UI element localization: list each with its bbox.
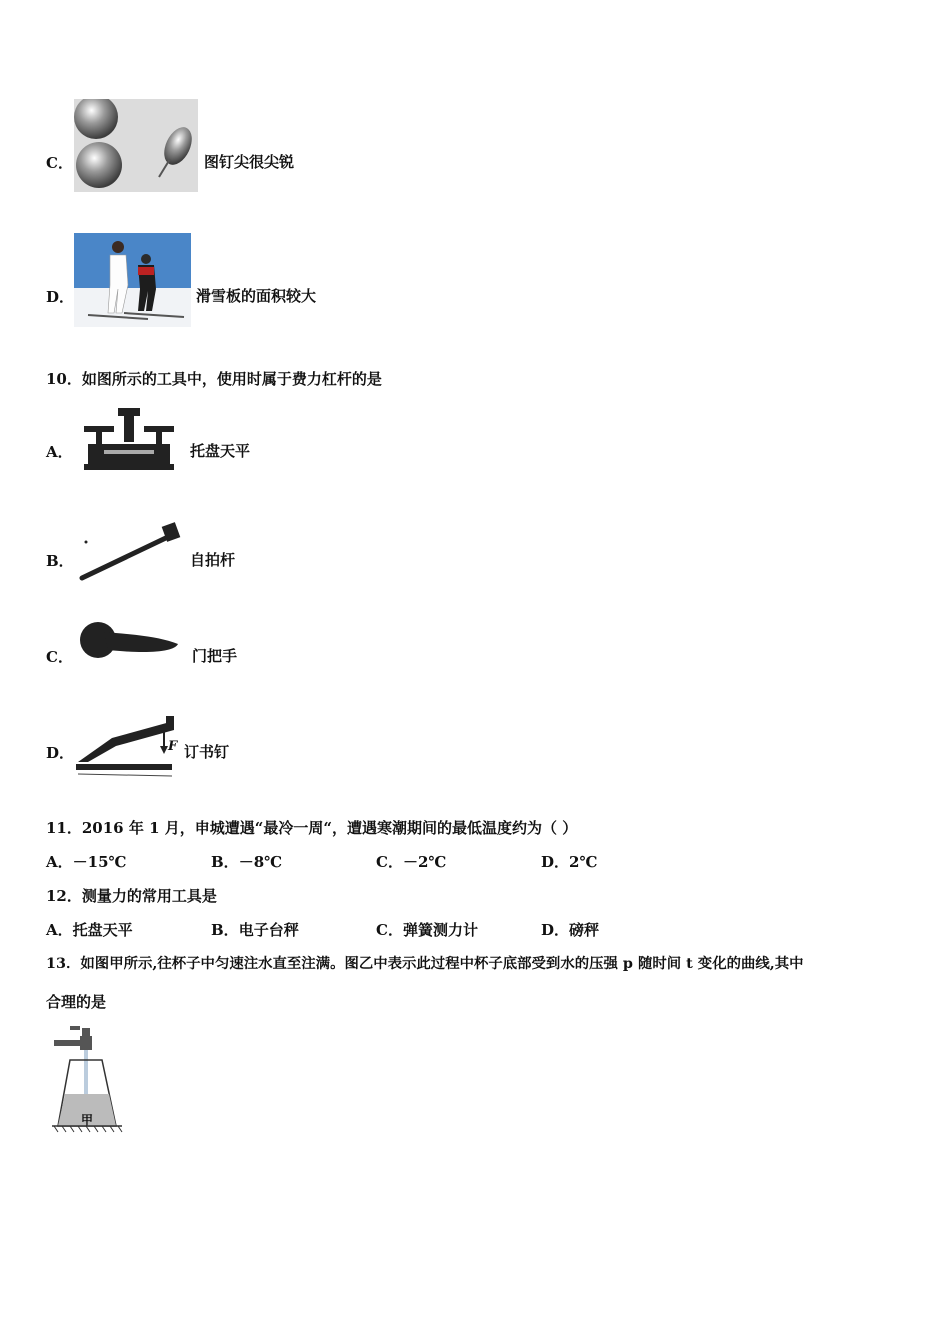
- balance-scale-image: [80, 408, 178, 472]
- q13-stem-line2: 合理的是: [46, 993, 107, 1011]
- door-handle-image: [78, 620, 182, 662]
- q10-option-d-letter: D．: [46, 744, 75, 762]
- skier-image: [74, 233, 191, 327]
- q10-stem: 10．如图所示的工具中，使用时属于费力杠杆的是: [46, 370, 382, 388]
- q11-option-b: B．－8℃: [211, 853, 283, 871]
- q10-option-d-text: 订书钉: [184, 743, 230, 761]
- q11-option-d: D．2℃: [541, 853, 598, 871]
- q10-option-a-letter: A．: [46, 443, 73, 461]
- q13-stem-line1: 13．如图甲所示,往杯子中匀速注水直至注满。图乙中表示此过程中杯子底部受到水的压强 p 随时间 t 变化的曲线,其中: [46, 955, 804, 972]
- q9-option-d-text: 滑雪板的面积较大: [196, 287, 317, 305]
- figure-jia-label: 甲: [81, 1113, 94, 1127]
- thumbtack-image: [74, 99, 198, 192]
- q10-option-b-text: 自拍杆: [190, 551, 236, 569]
- q12-option-d: D．磅秤: [541, 921, 600, 939]
- q12-option-a: A．托盘天平: [46, 921, 133, 939]
- q9-option-c-letter: C．: [46, 154, 73, 172]
- q12-option-c: C．弹簧测力计: [376, 921, 478, 939]
- q11-stem: 11．2016 年 1 月，申城遭遇“最冷一周“，遭遇寒潮期间的最低温度约为（ ）: [46, 819, 578, 837]
- q9-option-d-letter: D．: [46, 288, 75, 306]
- q12-stem: 12．测量力的常用工具是: [46, 887, 217, 905]
- force-label: F: [168, 739, 178, 754]
- q12-option-b: B．电子台秤: [211, 921, 299, 939]
- q10-option-a-text: 托盘天平: [190, 442, 251, 460]
- q10-option-b-letter: B．: [46, 552, 74, 570]
- q10-option-c-text: 门把手: [192, 647, 238, 665]
- q11-option-a: A．－15℃: [46, 853, 127, 871]
- q9-option-c-text: 图钉尖很尖锐: [204, 153, 295, 171]
- q10-option-c-letter: C．: [46, 648, 73, 666]
- q11-option-c: C．－2℃: [376, 853, 447, 871]
- selfie-stick-image: [76, 520, 182, 584]
